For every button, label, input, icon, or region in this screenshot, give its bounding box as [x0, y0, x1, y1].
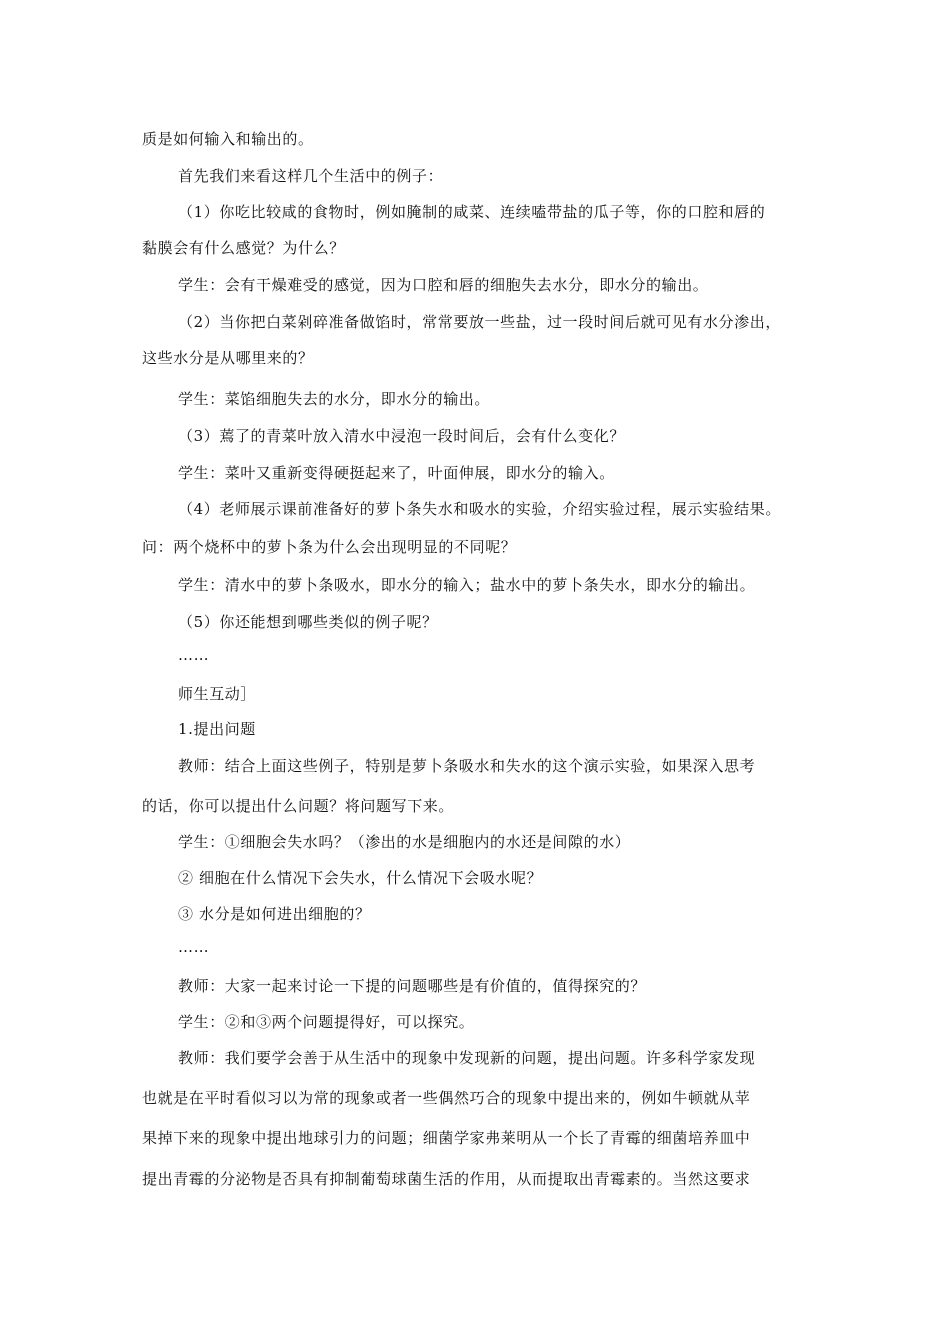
text-line: ……	[178, 938, 210, 956]
text-line: 的话，你可以提出什么问题？将问题写下来。	[142, 797, 455, 815]
text-line: 问：两个烧杯中的萝卜条为什么会出现明显的不同呢？	[142, 538, 517, 556]
text-line: 质是如何输入和输出的。	[142, 130, 314, 148]
text-line: ……	[178, 646, 210, 664]
text-line: 学生：清水中的萝卜条吸水，即水分的输入；盐水中的萝卜条失水，即水分的输出。	[178, 576, 756, 594]
text-line: 也就是在平时看似习以为常的现象或者一些偶然巧合的现象中提出来的，例如牛顿就从苹	[142, 1089, 751, 1107]
text-line: 教师：我们要学会善于从生活中的现象中发现新的问题，提出问题。许多科学家发现	[178, 1049, 756, 1067]
text-line: 果掉下来的现象中提出地球引力的问题；细菌学家弗莱明从一个长了青霉的细菌培养皿中	[142, 1129, 751, 1147]
text-line: 学生：菜馅细胞失去的水分，即水分的输出。	[178, 390, 491, 408]
section-heading: 师生互动］	[178, 685, 257, 703]
text-line: 提出青霉的分泌物是否具有抑制葡萄球菌生活的作用，从而提取出青霉素的。当然这要求	[142, 1170, 751, 1188]
text-line: 黏膜会有什么感觉？为什么？	[142, 239, 345, 257]
text-line: ③ 水分是如何进出细胞的？	[178, 905, 371, 923]
text-line: 教师：大家一起来讨论一下提的问题哪些是有价值的，值得探究的？	[178, 977, 647, 995]
text-line: 学生：菜叶又重新变得硬挺起来了，叶面伸展，即水分的输入。	[178, 464, 615, 482]
text-line: （5）你还能想到哪些类似的例子呢？	[178, 613, 438, 631]
text-line: （3）蔫了的青菜叶放入清水中浸泡一段时间后，会有什么变化？	[178, 427, 625, 445]
text-line: （1）你吃比较咸的食物时，例如腌制的咸菜、连续嗑带盐的瓜子等，你的口腔和唇的	[178, 203, 766, 221]
text-line: 教师：结合上面这些例子，特别是萝卜条吸水和失水的这个演示实验，如果深入思考	[178, 757, 756, 775]
text-line: （2）当你把白菜剁碎准备做馅时，常常要放一些盐，过一段时间后就可见有水分渗出，	[178, 313, 781, 331]
text-line: ② 细胞在什么情况下会失水，什么情况下会吸水呢？	[178, 869, 543, 887]
text-line: （4）老师展示课前准备好的萝卜条失水和吸水的实验，介绍实验过程，展示实验结果。	[178, 500, 781, 518]
text-line: 学生：①细胞会失水吗？（渗出的水是细胞内的水还是间隙的水）	[178, 833, 631, 851]
text-line: 这些水分是从哪里来的？	[142, 349, 314, 367]
text-line: 首先我们来看这样几个生活中的例子：	[178, 167, 444, 185]
text-line: 学生：会有干燥难受的感觉，因为口腔和唇的细胞失去水分，即水分的输出。	[178, 276, 709, 294]
text-line: 学生：②和③两个问题提得好，可以探究。	[178, 1013, 475, 1031]
section-heading: 1.提出问题	[178, 720, 256, 738]
